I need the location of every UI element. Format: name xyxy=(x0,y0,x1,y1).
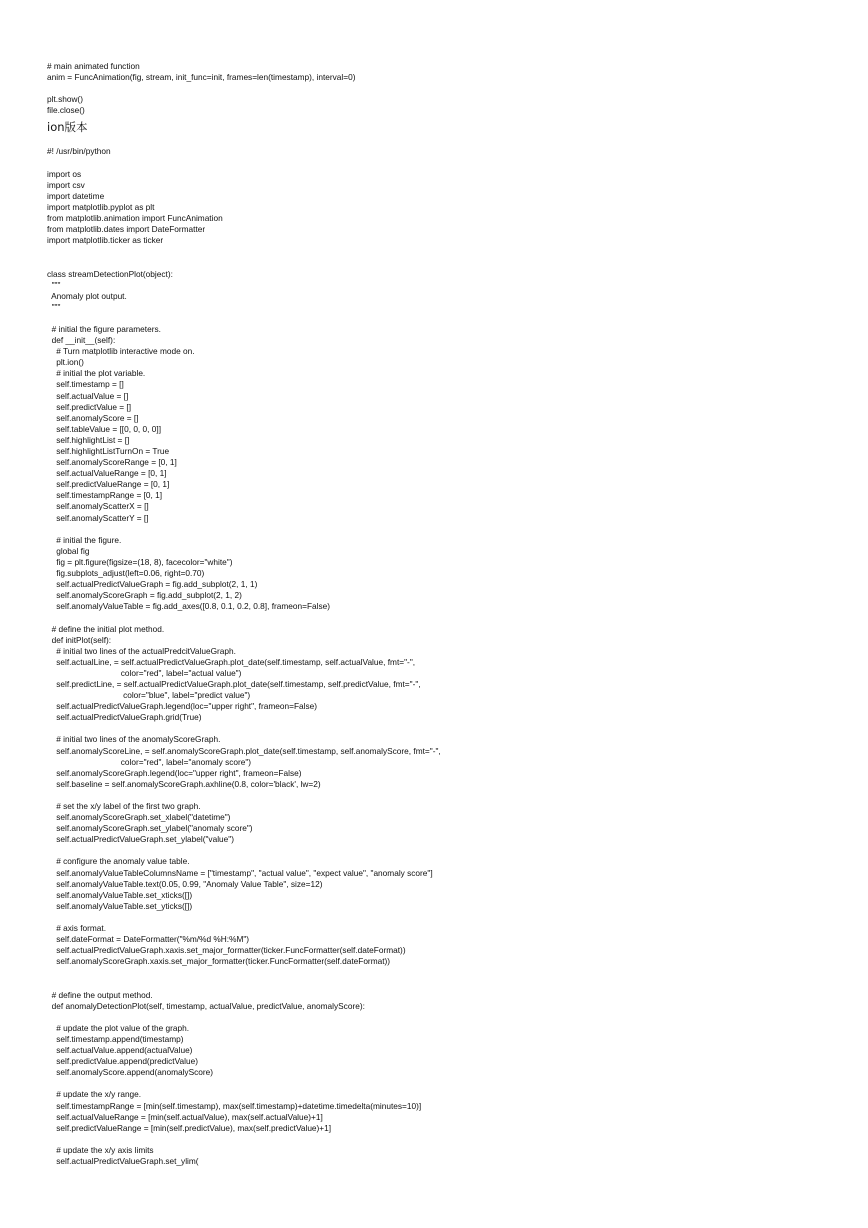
code-line: self.anomalyScore = [] xyxy=(47,412,139,423)
code-line: # initial two lines of the anomalyScoreGraph. xyxy=(47,734,221,745)
code-line: self.actualValue.append(actualValue) xyxy=(47,1045,193,1056)
code-line: self.baseline = self.anomalyScoreGraph.axhline(0.8, color='black', lw=2) xyxy=(47,778,321,789)
blank-line xyxy=(47,912,847,923)
document-page xyxy=(47,61,847,1167)
code-line: file.close() xyxy=(47,105,85,116)
code-line: self.anomalyScoreGraph = fig.add_subplot(2, 1, 2) xyxy=(47,590,242,601)
code-line: self.dateFormat = DateFormatter("%m/%d %H:%M") xyxy=(47,934,250,945)
blank-line xyxy=(47,1134,847,1145)
code-line: # Turn matplotlib interactive mode on. xyxy=(47,346,195,357)
code-line: anim = FuncAnimation(fig, stream, init_func=init, frames=len(timestamp), interval=0) xyxy=(47,72,356,83)
code-line: self.actualLine, = self.actualPredictValueGraph.plot_date(self.timestamp, self.actualValue, fmt="-", xyxy=(47,656,416,667)
code-line: self.anomalyScoreGraph.xaxis.set_major_formatter(ticker.FuncFormatter(self.dateFormat)) xyxy=(47,956,391,967)
code-block-animation xyxy=(47,61,847,116)
code-line: #! /usr/bin/python xyxy=(47,146,111,157)
code-line: self.actualPredictValueGraph.set_ylabel("value") xyxy=(47,834,234,845)
code-line: self.actualValueRange = [min(self.actualValue), max(self.actualValue)+1] xyxy=(47,1111,323,1122)
code-line: self.anomalyScoreLine, = self.anomalyScoreGraph.plot_date(self.timestamp, self.anomalyScore, fmt="-", xyxy=(47,745,441,756)
code-line: self.anomalyScoreGraph.legend(loc="upper right", frameon=False) xyxy=(47,767,302,778)
code-line: # initial the plot variable. xyxy=(47,368,146,379)
code-line: self.anomalyValueTable.set_xticks([]) xyxy=(47,889,193,900)
code-line: # update the x/y axis limits xyxy=(47,1144,154,1155)
code-line: self.actualValueRange = [0, 1] xyxy=(47,468,167,479)
code-line: self.anomalyValueTable.text(0.05, 0.99, "Anomaly Value Table", size=12) xyxy=(47,878,323,889)
code-line: self.tableValue = [[0, 0, 0, 0]] xyxy=(47,423,161,434)
code-line: color="red", label="actual value") xyxy=(47,667,242,678)
code-line: self.anomalyScoreGraph.set_ylabel("anomaly score") xyxy=(47,823,253,834)
blank-line xyxy=(47,246,847,257)
code-line: self.predictValue = [] xyxy=(47,401,132,412)
code-line: # main animated function xyxy=(47,61,140,71)
code-line: plt.ion() xyxy=(47,357,84,368)
code-line: """ xyxy=(47,279,61,290)
code-line: self.actualPredictValueGraph.grid(True) xyxy=(47,712,202,723)
code-line: # update the plot value of the graph. xyxy=(47,1022,190,1033)
code-line: self.highlightList = [] xyxy=(47,434,130,445)
code-line: self.predictLine, = self.actualPredictValueGraph.plot_date(self.timestamp, self.predictValue, fmt="-", xyxy=(47,678,421,689)
code-line: # initial the figure. xyxy=(47,534,122,545)
code-line: self.timestampRange = [0, 1] xyxy=(47,490,163,501)
code-line: plt.show() xyxy=(47,94,83,105)
code-line: self.highlightListTurnOn = True xyxy=(47,446,170,456)
code-line: from matplotlib.dates import DateFormatter xyxy=(47,224,206,235)
blank-line xyxy=(47,83,847,94)
code-line: # initial the figure parameters. xyxy=(47,323,161,334)
code-line: import csv xyxy=(47,179,85,190)
code-line: import matplotlib.ticker as ticker xyxy=(47,235,164,246)
code-line: self.predictValueRange = [min(self.predictValue), max(self.predictValue)+1] xyxy=(47,1122,332,1133)
blank-line xyxy=(47,967,847,978)
code-line: def __init__(self): xyxy=(47,335,116,346)
code-line: self.predictValueRange = [0, 1] xyxy=(47,479,170,490)
code-line: fig = plt.figure(figsize=(18, 8), facecolor="white") xyxy=(47,556,233,567)
code-line: self.actualPredictValueGraph.legend(loc="upper right", frameon=False) xyxy=(47,701,317,712)
code-line: # initial two lines of the actualPredcitValueGraph. xyxy=(47,645,236,656)
blank-line xyxy=(47,313,847,324)
code-line: self.anomalyValueTableColumnsName = ["timestamp", "actual value", "expect value", "anomaly score"] xyxy=(47,867,433,878)
code-line: from matplotlib.animation import FuncAnimation xyxy=(47,213,223,224)
code-line: fig.subplots_adjust(left=0.06, right=0.70) xyxy=(47,568,205,579)
code-line: self.actualPredictValueGraph.xaxis.set_major_formatter(ticker.FuncFormatter(self.dateFormat)) xyxy=(47,945,406,956)
code-line: color="blue", label="predict value") xyxy=(47,690,251,701)
code-line: """ xyxy=(47,301,61,312)
blank-line xyxy=(47,790,847,801)
code-line: def initPlot(self): xyxy=(47,634,112,645)
blank-line xyxy=(47,1078,847,1089)
code-line: import matplotlib.pyplot as plt xyxy=(47,201,155,212)
code-line: self.anomalyScoreGraph.set_xlabel("datetime") xyxy=(47,812,231,823)
code-line: global fig xyxy=(47,545,90,556)
code-line: import os xyxy=(47,168,82,179)
code-line: # update the x/y range. xyxy=(47,1089,142,1100)
code-line: self.anomalyScoreRange = [0, 1] xyxy=(47,457,177,468)
code-line: self.anomalyScatterY = [] xyxy=(47,512,149,523)
blank-line xyxy=(47,524,847,535)
blank-line xyxy=(47,158,847,169)
blank-line xyxy=(47,845,847,856)
code-line: import datetime xyxy=(47,190,105,201)
code-line: # define the initial plot method. xyxy=(47,623,165,634)
code-line: class streamDetectionPlot(object): xyxy=(47,268,173,279)
code-line: # configure the anomaly value table. xyxy=(47,856,190,867)
code-line: # axis format. xyxy=(47,923,107,934)
blank-line xyxy=(47,612,847,623)
code-line: self.predictValue.append(predictValue) xyxy=(47,1056,198,1067)
code-line: # set the x/y label of the first two graph. xyxy=(47,801,201,811)
code-line: self.actualValue = [] xyxy=(47,390,129,401)
blank-line xyxy=(47,1012,847,1023)
code-line: Anomaly plot output. xyxy=(47,290,127,301)
code-line: self.timestampRange = [min(self.timestamp), max(self.timestamp)+datetime.timedelta(minutes=10)] xyxy=(47,1100,422,1111)
blank-line xyxy=(47,723,847,734)
section-heading: ion版本 xyxy=(47,120,88,135)
code-line: self.actualPredictValueGraph = fig.add_subplot(2, 1, 1) xyxy=(47,579,258,590)
blank-line xyxy=(47,257,847,268)
code-line: self.actualPredictValueGraph.set_ylim( xyxy=(47,1156,199,1166)
code-line: def anomalyDetectionPlot(self, timestamp, actualValue, predictValue, anomalyScore): xyxy=(47,1000,365,1011)
code-line: self.anomalyScore.append(anomalyScore) xyxy=(47,1067,214,1078)
code-block-ion-version xyxy=(47,146,847,1167)
code-line: self.timestamp = [] xyxy=(47,379,124,390)
blank-line xyxy=(47,979,847,990)
code-line: color="red", label="anomaly score") xyxy=(47,756,252,767)
code-line: self.anomalyValueTable.set_yticks([]) xyxy=(47,900,193,911)
code-line: self.anomalyScatterX = [] xyxy=(47,501,149,512)
code-line: # define the output method. xyxy=(47,989,153,1000)
code-line: self.anomalyValueTable = fig.add_axes([0.8, 0.1, 0.2, 0.8], frameon=False) xyxy=(47,601,331,612)
code-line: self.timestamp.append(timestamp) xyxy=(47,1033,184,1044)
